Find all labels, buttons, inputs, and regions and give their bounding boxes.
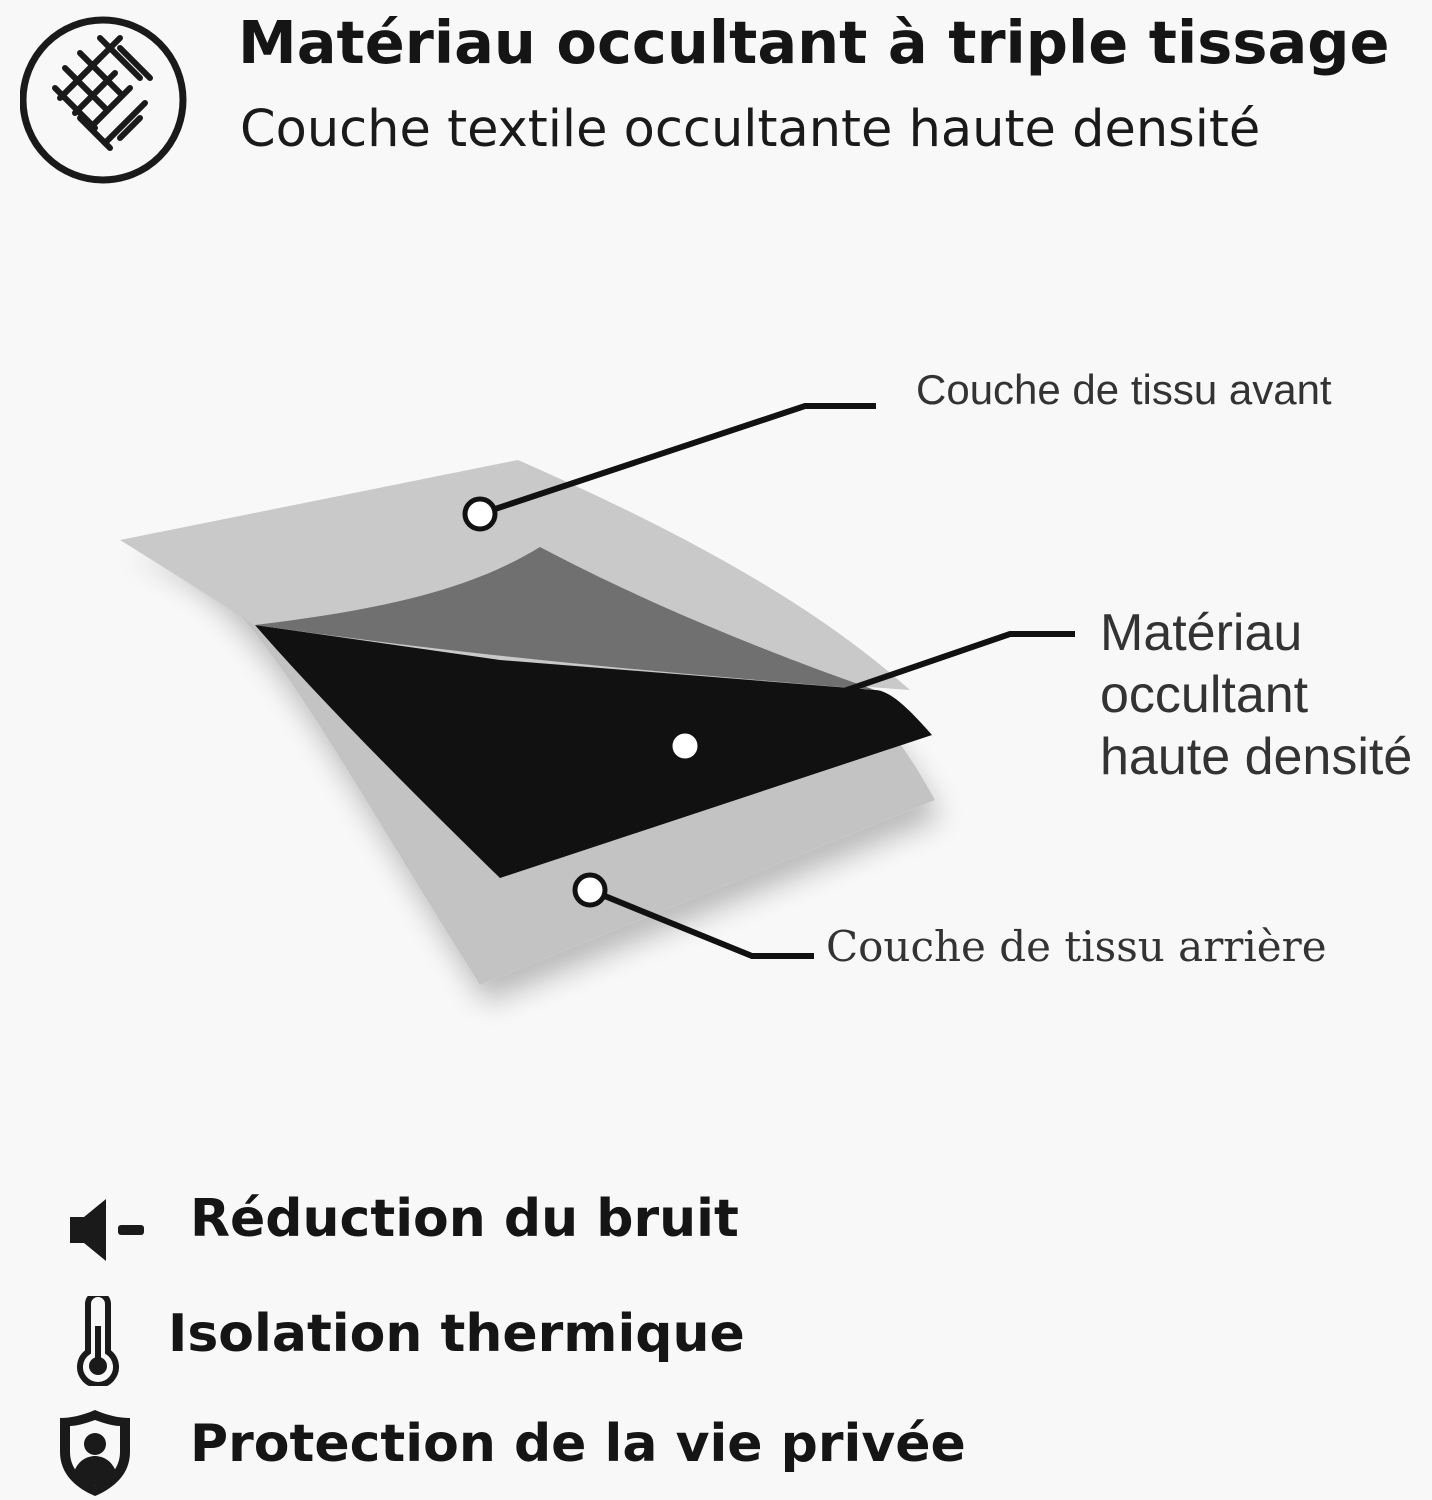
front-layer-label: Couche de tissu avant [916,366,1332,413]
front-marker [465,499,495,529]
speaker-mute-icon [66,1195,146,1265]
middle-layer-label: Matériau occultant haute densité [1100,604,1413,786]
page-title: Matériau occultant à triple tissage [238,8,1390,77]
back-layer-label: Couche de tissu arrière [826,922,1327,971]
woven-fabric-icon [20,8,190,188]
feature-label: Protection de la vie privée [190,1414,966,1474]
feature-noise-reduction [0,1175,1432,1275]
page-subtitle: Couche textile occultante haute densité [240,100,1261,159]
feature-thermal-insulation [0,1290,1432,1390]
feature-privacy [0,1400,1432,1500]
thermometer-icon [70,1296,126,1386]
middle-marker [670,731,700,761]
back-marker [575,875,605,905]
feature-label: Réduction du bruit [190,1189,739,1249]
feature-label: Isolation thermique [168,1304,745,1364]
privacy-shield-icon [54,1406,136,1498]
